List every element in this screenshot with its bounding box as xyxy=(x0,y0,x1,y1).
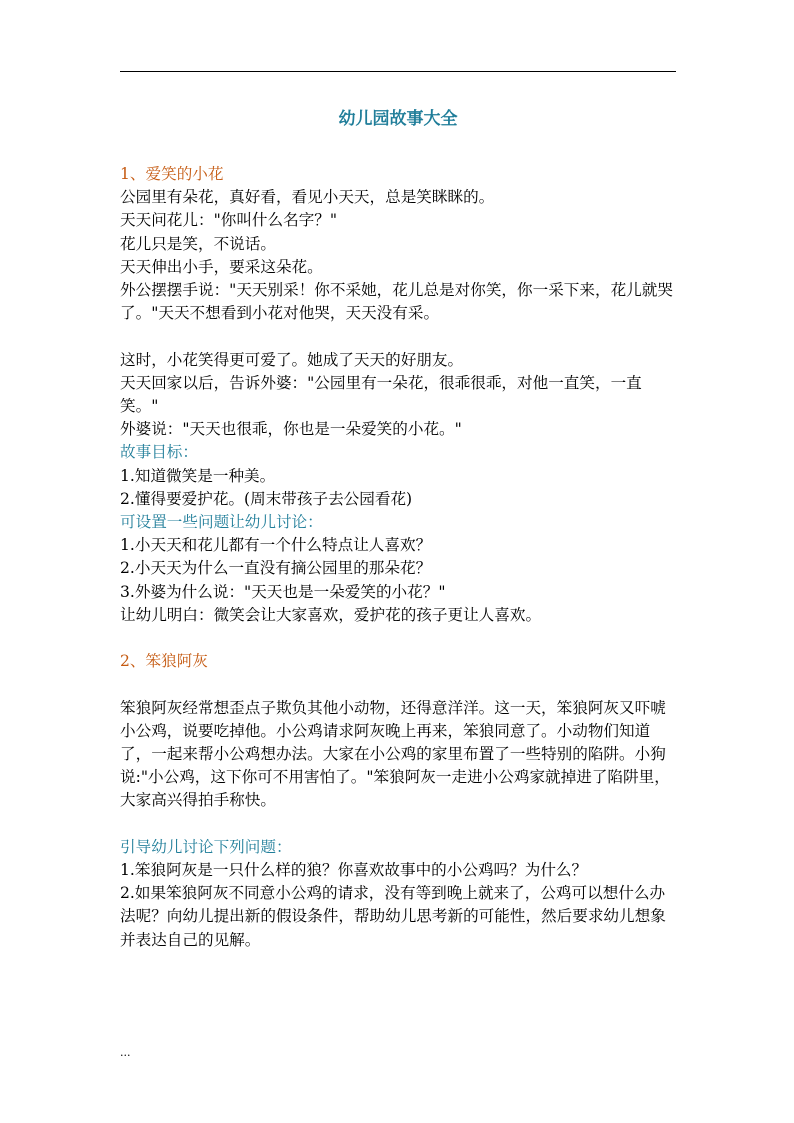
story1-goal: 2.懂得要爱护花。(周末带孩子去公园看花) xyxy=(120,489,413,508)
story1-heading: 1、爱笑的小花 xyxy=(120,165,224,183)
story1-line: 天天回家以后，告诉外婆："公园里有一朵花，很乖很乖，对他一直笑，一直笑。" xyxy=(120,373,642,416)
story1-line: 外公摆摆手说："天天别采！你不采她，花儿总是对你笑，你一采下来，花儿就哭了。"天天不想看到小花对他哭，天天没有采。 xyxy=(120,281,673,323)
story2-question: 2.如果笨狼阿灰不同意小公鸡的请求，没有等到晚上就来了，公鸡可以想什么办法呢？向幼儿提出新的假设条件，帮助幼儿思考新的可能性，然后要求幼儿想象并表达自己的见解。 xyxy=(120,884,666,949)
story2-text: 笨狼阿灰经常想歪点子欺负其他小动物，还得意洋洋。这一天，笨狼阿灰又吓唬小公鸡，说要吃掉他。小公鸡请求阿灰晚上再来，笨狼同意了。小动物们知道了，一起来帮小公鸡想办法。大家在小公鸡的家里布置了一些特别的陷阱。小狗说:"小公鸡，这下你可不用害怕了。"笨狼阿灰一走进小公鸡家就掉进了陷阱里，大家高兴得拍手称快。 xyxy=(120,698,670,810)
story1-line: 公园里有朵花，真好看，看见小天天，总是笑眯眯的。 xyxy=(120,188,495,207)
story2-question-heading: 引导幼儿讨论下列问题： xyxy=(120,837,292,856)
story1-question: 2.小天天为什么一直没有摘公园里的那朵花？ xyxy=(120,559,432,578)
paragraph-gap xyxy=(120,673,676,696)
story1-goal: 1.知道微笑是一种美。 xyxy=(120,466,276,485)
story1-question: 3.外婆为什么说："天天也是一朵爱笑的小花？" xyxy=(120,582,446,601)
story1-line: 外婆说："天天也很乖，你也是一朵爱笑的小花。" xyxy=(120,420,462,439)
story2-heading: 2、笨狼阿灰 xyxy=(120,652,208,671)
header-rule xyxy=(120,71,676,72)
document-body xyxy=(120,163,676,952)
story2-question: 1.笨狼阿灰是一只什么样的狼？你喜欢故事中的小公鸡吗？为什么？ xyxy=(120,861,588,880)
story1-question: 1.小天天和花儿都有一个什么特点让人喜欢？ xyxy=(120,536,432,555)
story1-line: 天天问花儿："你叫什么名字？" xyxy=(120,211,338,230)
story1-question-heading: 可设置一些问题让幼儿讨论： xyxy=(120,513,323,532)
story1-goal-heading: 故事目标： xyxy=(120,443,198,462)
paragraph-gap xyxy=(120,325,676,348)
story1-line: 天天伸出小手，要采这朵花。 xyxy=(120,257,323,276)
story1-line: 这时，小花笑得更可爱了。她成了天天的好朋友。 xyxy=(120,350,464,369)
page-title: 幼儿园故事大全 xyxy=(338,109,458,129)
paragraph-gap xyxy=(120,627,676,650)
paragraph-gap xyxy=(120,813,676,836)
story1-conclusion: 让幼儿明白：微笑会让大家喜欢，爱护花的孩子更让人喜欢。 xyxy=(120,605,542,624)
page-footer: ... xyxy=(120,1046,131,1059)
story1-line: 花儿只是笑，不说话。 xyxy=(120,234,276,253)
